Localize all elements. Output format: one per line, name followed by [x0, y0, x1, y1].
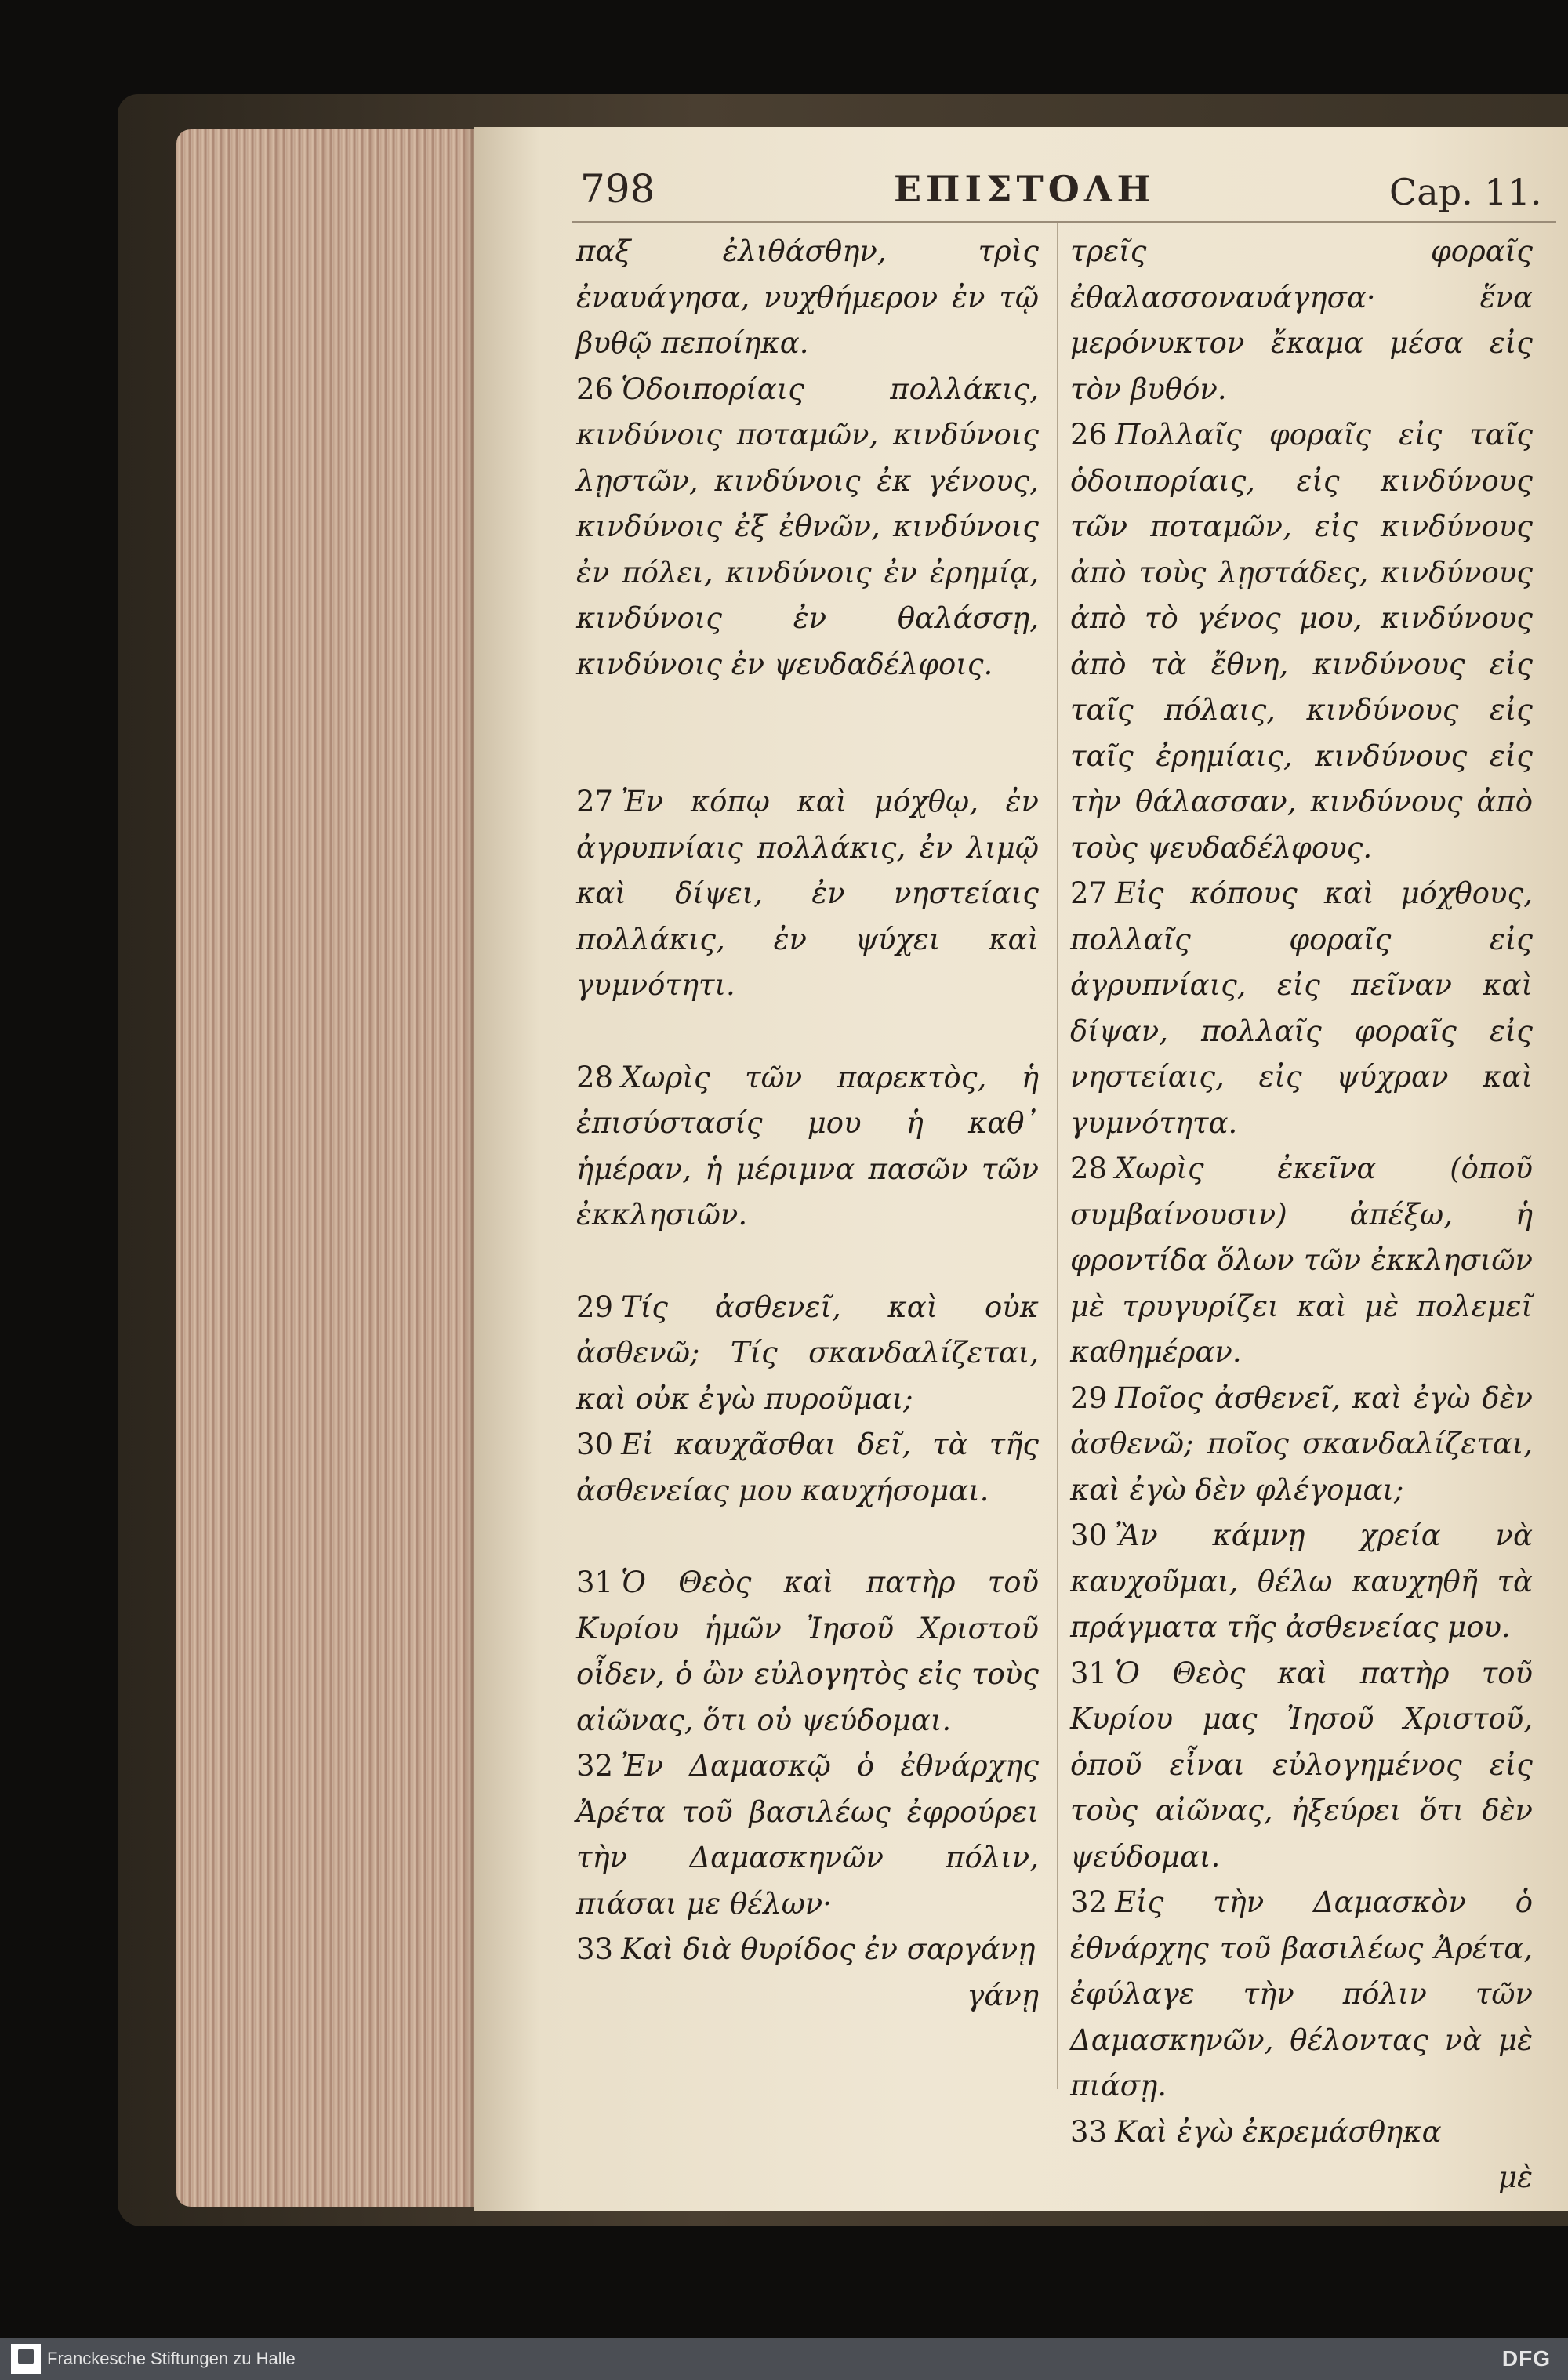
right-column: [1070, 229, 1533, 2201]
verse-number: 32: [1070, 1885, 1108, 1919]
verse: [1070, 1513, 1533, 1651]
verse-text: Ὁ Θεὸς καὶ πατὴρ τοῦ Κυρίου ἡμῶν Ἰησοῦ Χριστοῦ οἶδεν, ὁ ὢν εὐλογητὸς εἰς τοὺς αἰῶνας, ὅτι οὐ ψεύδομαι.: [576, 1566, 1039, 1737]
running-title: ΕΠΙΣΤΟΛΗ: [894, 168, 1156, 210]
verse-text: Πολλαῖς φοραῖς εἰς ταῖς ὁδοιπορίαις, εἰς κινδύνους τῶν ποταμῶν, εἰς κινδύνους ἀπὸ τοὺς λῃστάδες, κινδύνους ἀπὸ τὸ γένος μου, κινδύνους ἀπὸ τὰ ἔθνη, κινδύνους εἰς ταῖς πόλαις, κινδύνους εἰς ταῖς ἐρημίαις, κινδύνους εἰς τὴν θάλασσαν, κινδύνους ἀπὸ τοὺς ψευδαδέλφους.: [1070, 418, 1533, 865]
verse: [576, 1055, 1039, 1239]
verse: [1070, 1146, 1533, 1376]
catchword: γάνῃ: [967, 1978, 1039, 2012]
dfg-logo: DFG: [1501, 2346, 1551, 2371]
verse: [576, 1927, 1039, 1973]
verse-text: Ἐν κόπῳ καὶ μόχθῳ, ἐν ἀγρυπνίαις πολλάκις, ἐν λιμῷ καὶ δίψει, ἐν νηστείαις πολλάκις, ἐν ψύχει καὶ γυμνότητι.: [576, 785, 1039, 1002]
verse-text: Ὁδοιπορίαις πολλάκις, κινδύνοις ποταμῶν, κινδύνοις λῃστῶν, κινδύνοις ἐκ γένους, κινδύνοις ἐξ ἐθνῶν, κινδύνοις ἐν πόλει, κινδύνοις ἐν ἐρημίᾳ, κινδύνοις ἐν θαλάσσῃ, κινδύνοις ἐν ψευδαδέλφοις.: [576, 372, 1039, 681]
verse-number: 27: [1070, 876, 1108, 910]
verse-number: 26: [576, 372, 614, 406]
verse: [1070, 1651, 1533, 1881]
verse: [1070, 2110, 1533, 2156]
verse-number: 32: [576, 1749, 614, 1783]
column-divider: [1057, 223, 1058, 2089]
verse-number: 33: [576, 1932, 614, 1966]
verse-number: 29: [576, 1290, 614, 1324]
verse-text: Εἰς κόπους καὶ μόχθους, πολλαῖς φοραῖς εἰς ἀγρυπνίαις, εἰς πεῖναν καὶ δίψαν, πολλαῖς φοραῖς εἰς νηστείαις, εἰς ψύχραν καὶ γυμνότητα.: [1070, 876, 1533, 1140]
verse-text: Ἂν κάμνῃ χρεία νὰ καυχοῦμαι, θέλω καυχηθῆ τὰ πράγματα τῆς ἀσθενείας μου.: [1070, 1518, 1533, 1644]
verse-text: Χωρὶς τῶν παρεκτὸς, ἡ ἐπισύστασίς μου ἡ καθ᾽ ἡμέραν, ἡ μέριμνα πασῶν τῶν ἐκκλησιῶν.: [576, 1060, 1039, 1232]
verse: [1070, 412, 1533, 871]
verse-continuation: [1070, 229, 1533, 412]
verse-text: παξ ἐλιθάσθην, τρὶς ἐναυάγησα, νυχθήμερον ἐν τῷ βυθῷ πεποίηκα.: [576, 234, 1039, 360]
verse-text: τρεῖς φοραῖς ἐθαλασσοναυάγησα· ἕνα μερόνυκτον ἔκαμα μέσα εἰς τὸν βυθόν.: [1070, 234, 1533, 406]
verse-text: Εἰ καυχᾶσθαι δεῖ, τὰ τῆς ἀσθενείας μου καυχήσομαι.: [576, 1428, 1039, 1507]
verse-text: Ἐν Δαμασκῷ ὁ ἐθνάρχης Ἀρέτα τοῦ βασιλέως ἐφρούρει τὴν Δαμασκηνῶν πόλιν, πιάσαι με θέλων·: [576, 1749, 1039, 1921]
verse-number: 27: [576, 785, 614, 818]
verse-number: 30: [576, 1428, 614, 1461]
verse-number: 28: [1070, 1152, 1108, 1185]
verse: [1070, 871, 1533, 1146]
verse: [576, 367, 1039, 688]
verse-text: Ποῖος ἀσθενεῖ, καὶ ἐγὼ δὲν ἀσθενῶ; ποῖος σκανδαλίζεται, καὶ ἐγὼ δὲν φλέγομαι;: [1070, 1380, 1533, 1507]
verse-number: 33: [1070, 2114, 1108, 2149]
institution-name: Franckesche Stiftungen zu Halle: [47, 2349, 296, 2368]
verse: [576, 1560, 1039, 1743]
verse: [576, 1285, 1039, 1423]
verse: [576, 1422, 1039, 1514]
verse-number: 31: [1070, 1656, 1108, 1690]
verse-number: 26: [1070, 418, 1108, 452]
verse-continuation: [576, 229, 1039, 367]
chapter-label: Cap. 11.: [1389, 171, 1542, 213]
verse-number: 28: [576, 1060, 614, 1094]
header-rule: [572, 221, 1556, 223]
verse-text: Εἰς τὴν Δαμασκὸν ὁ ἐθνάρχης τοῦ βασιλέως Ἀρέτα, ἐφύλαγε τὴν πόλιν τῶν Δαμασκηνῶν, θέλοντας νὰ μὲ πιάσῃ.: [1070, 1885, 1533, 2102]
verse-number: 31: [576, 1566, 614, 1599]
verse-text: Καὶ ἐγὼ ἐκρεμάσθηκα: [1115, 2114, 1442, 2149]
verse-text: Τίς ἀσθενεῖ, καὶ οὐκ ἀσθενῶ; Τίς σκανδαλίζεται, καὶ οὐκ ἐγὼ πυροῦμαι;: [576, 1290, 1039, 1416]
verse-number: 29: [1070, 1380, 1108, 1415]
verse-text: Ὁ Θεὸς καὶ πατὴρ τοῦ Κυρίου μας Ἰησοῦ Χριστοῦ, ὁποῦ εἶναι εὐλογημένος εἰς τοὺς αἰῶνας, ἠξεύρει ὅτι δὲν ψεύδομαι.: [1070, 1656, 1533, 1874]
verse-text: Καὶ διὰ θυρίδος ἐν σαργάνῃ: [621, 1932, 1036, 1966]
verse: [1070, 1880, 1533, 2110]
catchword: μὲ: [1498, 2161, 1533, 2194]
verse: [1070, 1376, 1533, 1514]
verse: [576, 1743, 1039, 1927]
page-edges: [176, 129, 486, 2207]
verse-number: 30: [1070, 1518, 1108, 1552]
page-number: 798: [580, 166, 655, 212]
viewer-footer: [0, 2338, 1568, 2380]
left-column: [576, 229, 1039, 2019]
verse: [576, 779, 1039, 1009]
institution-logo-icon: [11, 2344, 41, 2374]
verse-text: Χωρὶς ἐκεῖνα (ὁποῦ συμβαίνουσιν) ἀπέξω, ἡ φροντίδα ὅλων τῶν ἐκκλησιῶν μὲ τρυγυρίζει καὶ μὲ πολεμεῖ καθημέραν.: [1070, 1152, 1533, 1369]
